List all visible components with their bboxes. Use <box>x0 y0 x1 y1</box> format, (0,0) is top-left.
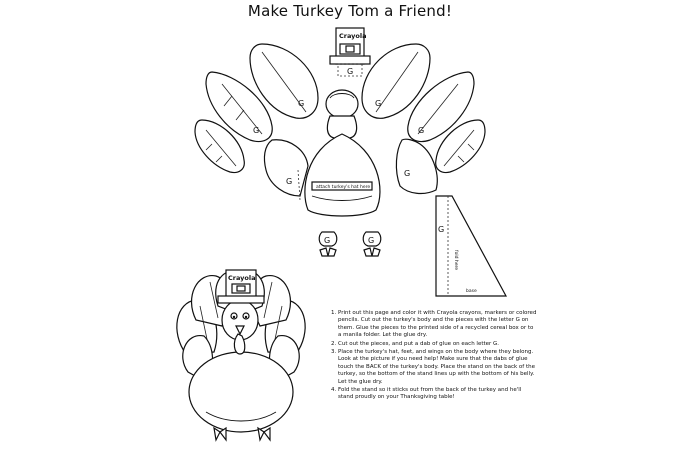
glue-mark-feather-3: G <box>375 99 382 108</box>
glue-mark-feather-1: G <box>298 99 305 108</box>
glue-mark-hat: G <box>347 67 354 76</box>
instruction-step: 1. Print out this page and color it with Crayola crayons, markers or colored pencils. Cut out the turkey's body and the pieces with the letter G on them. Glue the pieces to the printed side of a recycled cereal box or to a manila folder. Let the glue dry. <box>338 310 538 340</box>
page-title: Make Turkey Tom a Friend! <box>247 2 453 20</box>
feather-cutouts-right <box>362 44 485 193</box>
instructions-list <box>328 310 538 403</box>
stand-fold-label: fold here <box>453 250 458 271</box>
hat-brand-label: Crayola <box>339 32 367 40</box>
glue-mark-foot-left: G <box>324 236 331 245</box>
pilgrim-hat-cutout <box>330 28 370 76</box>
glue-mark-foot-right: G <box>368 236 375 245</box>
instruction-step: 4. Fold the stand so it sticks out from the back of the turkey and he'll stand proudly on your Thanksgiving table! <box>338 387 538 402</box>
instruction-step: 3. Place the turkey's hat, feet, and wings on the body where they belong. Look at the picture if you need help! Make sure that the dabs of glue touch the BACK of the turkey's body. Place the stand on the back of the turkey, so the bottom of the stand lines up with the bottom of his belly. Let the glue dry. <box>338 349 538 386</box>
stand-cutout <box>436 196 506 296</box>
feather-cutouts-left <box>195 44 318 200</box>
instruction-step: 2. Cut out the pieces, and put a dab of glue on each letter G. <box>338 341 538 348</box>
glue-mark-feather-4: G <box>418 126 425 135</box>
feet-cutouts <box>319 232 381 256</box>
stand-base-label: base <box>466 289 477 294</box>
assembled-turkey-illustration <box>177 270 305 440</box>
glue-mark-feather-2: G <box>253 126 260 135</box>
body-label: attach turkey's hat here <box>316 185 371 190</box>
glue-mark-stand: G <box>438 225 445 234</box>
glue-mark-wing-right: G <box>404 169 411 178</box>
glue-mark-wing-left: G <box>286 177 293 186</box>
assembled-hat-brand: Crayola <box>228 274 256 282</box>
